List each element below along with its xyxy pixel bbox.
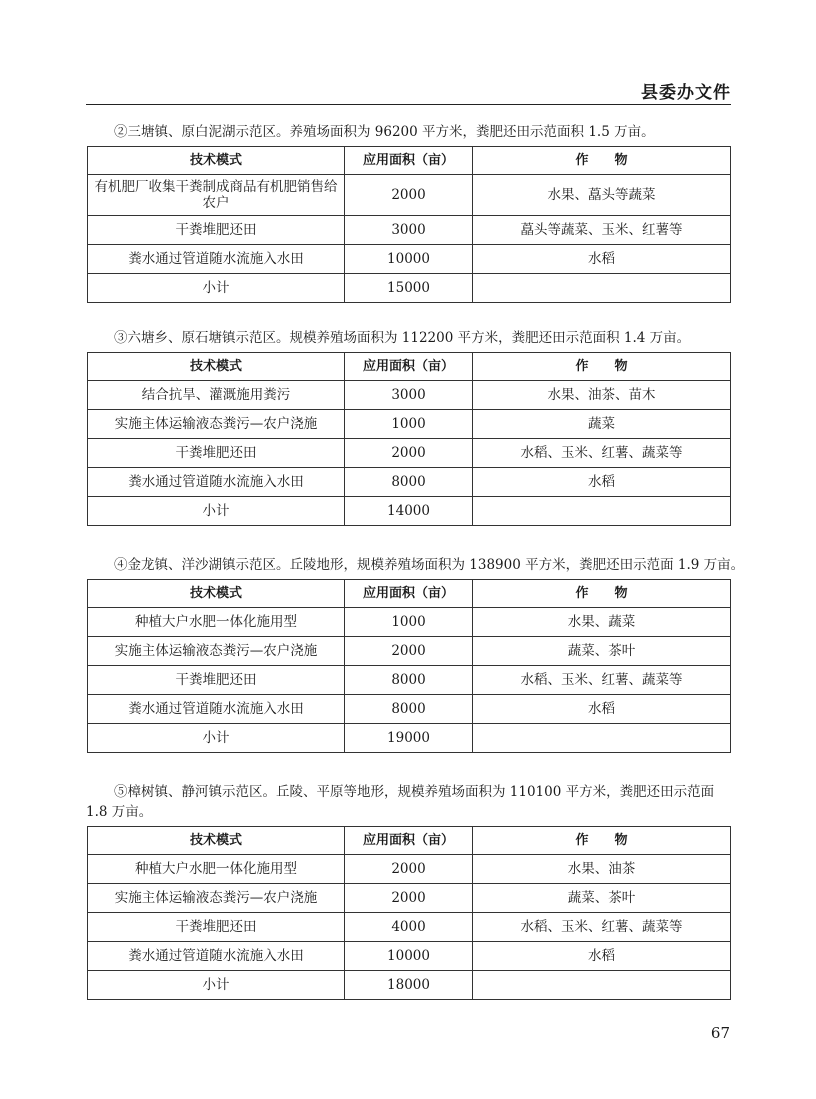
table-row — [88, 913, 731, 942]
table-row — [88, 410, 731, 439]
table-header-row — [88, 580, 731, 608]
cell-area: 1000 — [345, 410, 473, 439]
header-crop: 作 物 — [473, 353, 731, 381]
cell-area: 2000 — [345, 175, 473, 216]
header-mode: 技术模式 — [88, 353, 345, 381]
cell-mode: 实施主体运输液态粪污—农户浇施 — [88, 637, 345, 666]
cell-crop: 水果、油茶、苗木 — [473, 381, 731, 410]
header-crop: 作 物 — [473, 147, 731, 175]
header-area: 应用面积（亩） — [345, 827, 473, 855]
header-crop: 作 物 — [473, 580, 731, 608]
cell-area: 3000 — [345, 216, 473, 245]
table-row — [88, 381, 731, 410]
page-header — [86, 78, 731, 105]
table-row — [88, 216, 731, 245]
table-row-subtotal — [88, 274, 731, 303]
cell-area: 2000 — [345, 637, 473, 666]
cell-crop — [473, 724, 731, 753]
data-table — [87, 579, 731, 753]
cell-mode: 粪水通过管道随水流施入水田 — [88, 468, 345, 497]
cell-crop: 水果、油茶 — [473, 855, 731, 884]
data-table — [87, 352, 731, 526]
cell-area: 8000 — [345, 468, 473, 497]
section-intro: ⑤樟树镇、静河镇示范区。丘陵、平原等地形，规模养殖场面积为 110100 平方米，粪肥还田示范面 1.8 万亩。 — [86, 784, 715, 820]
cell-mode: 有机肥厂收集干粪制成商品有机肥销售给农户 — [88, 175, 345, 216]
table-row — [88, 855, 731, 884]
cell-crop — [473, 497, 731, 526]
cell-area: 10000 — [345, 245, 473, 274]
cell-crop: 蔬菜、茶叶 — [473, 884, 731, 913]
cell-mode: 实施主体运输液态粪污—农户浇施 — [88, 410, 345, 439]
table-row — [88, 942, 731, 971]
page-number: 67 — [710, 1024, 730, 1042]
cell-mode: 种植大户水肥一体化施用型 — [88, 855, 345, 884]
table-row — [88, 468, 731, 497]
table-row — [88, 245, 731, 274]
cell-mode: 小计 — [88, 971, 345, 1000]
cell-crop: 水稻、玉米、红薯、蔬菜等 — [473, 666, 731, 695]
data-table — [87, 826, 731, 1000]
cell-area: 10000 — [345, 942, 473, 971]
cell-crop: 水稻 — [473, 468, 731, 497]
table-row — [88, 439, 731, 468]
table-row-subtotal — [88, 497, 731, 526]
table-row — [88, 884, 731, 913]
section-3 — [86, 328, 731, 526]
section-5 — [86, 782, 731, 1000]
cell-area: 8000 — [345, 695, 473, 724]
cell-crop: 水稻 — [473, 695, 731, 724]
cell-crop: 藠头等蔬菜、玉米、红薯等 — [473, 216, 731, 245]
cell-crop: 水果、藠头等蔬菜 — [473, 175, 731, 216]
cell-mode: 干粪堆肥还田 — [88, 913, 345, 942]
header-mode: 技术模式 — [88, 147, 345, 175]
table-header-row — [88, 827, 731, 855]
cell-crop — [473, 274, 731, 303]
section-4 — [86, 555, 745, 753]
cell-mode: 小计 — [88, 497, 345, 526]
header-mode: 技术模式 — [88, 827, 345, 855]
cell-crop: 水稻、玉米、红薯、蔬菜等 — [473, 913, 731, 942]
cell-mode: 粪水通过管道随水流施入水田 — [88, 695, 345, 724]
cell-crop: 水稻、玉米、红薯、蔬菜等 — [473, 439, 731, 468]
header-area: 应用面积（亩） — [345, 147, 473, 175]
table-row-subtotal — [88, 971, 731, 1000]
cell-mode: 干粪堆肥还田 — [88, 666, 345, 695]
cell-mode: 小计 — [88, 274, 345, 303]
cell-mode: 粪水通过管道随水流施入水田 — [88, 942, 345, 971]
cell-mode: 结合抗旱、灌溉施用粪污 — [88, 381, 345, 410]
cell-area: 2000 — [345, 439, 473, 468]
section-intro: ④金龙镇、洋沙湖镇示范区。丘陵地形，规模养殖场面积为 138900 平方米，粪肥还田示范面 1.9 万亩。 — [114, 557, 745, 573]
cell-mode: 干粪堆肥还田 — [88, 439, 345, 468]
cell-area: 14000 — [345, 497, 473, 526]
cell-area: 1000 — [345, 608, 473, 637]
cell-crop: 蔬菜、茶叶 — [473, 637, 731, 666]
cell-mode: 粪水通过管道随水流施入水田 — [88, 245, 345, 274]
cell-area: 18000 — [345, 971, 473, 1000]
cell-crop: 蔬菜 — [473, 410, 731, 439]
table-row — [88, 695, 731, 724]
cell-area: 3000 — [345, 381, 473, 410]
header-area: 应用面积（亩） — [345, 580, 473, 608]
table-row — [88, 608, 731, 637]
cell-crop: 水稻 — [473, 942, 731, 971]
cell-area: 2000 — [345, 855, 473, 884]
table-row — [88, 666, 731, 695]
section-intro: ③六塘乡、原石塘镇示范区。规模养殖场面积为 112200 平方米，粪肥还田示范面积 1.4 万亩。 — [114, 330, 691, 346]
cell-mode: 实施主体运输液态粪污—农户浇施 — [88, 884, 345, 913]
section-intro: ②三塘镇、原白泥湖示范区。养殖场面积为 96200 平方米，粪肥还田示范面积 1.5 万亩。 — [114, 124, 655, 140]
data-table — [87, 146, 731, 303]
cell-crop: 水稻 — [473, 245, 731, 274]
header-area: 应用面积（亩） — [345, 353, 473, 381]
section-2 — [86, 122, 731, 303]
cell-mode: 小计 — [88, 724, 345, 753]
cell-area: 8000 — [345, 666, 473, 695]
table-row — [88, 175, 731, 216]
cell-crop: 水果、蔬菜 — [473, 608, 731, 637]
cell-mode: 种植大户水肥一体化施用型 — [88, 608, 345, 637]
header-title: 县委办文件 — [641, 83, 731, 103]
table-header-row — [88, 147, 731, 175]
table-header-row — [88, 353, 731, 381]
header-crop: 作 物 — [473, 827, 731, 855]
cell-area: 19000 — [345, 724, 473, 753]
table-row — [88, 637, 731, 666]
cell-area: 15000 — [345, 274, 473, 303]
cell-area: 4000 — [345, 913, 473, 942]
cell-mode: 干粪堆肥还田 — [88, 216, 345, 245]
table-row-subtotal — [88, 724, 731, 753]
header-mode: 技术模式 — [88, 580, 345, 608]
cell-area: 2000 — [345, 884, 473, 913]
cell-crop — [473, 971, 731, 1000]
